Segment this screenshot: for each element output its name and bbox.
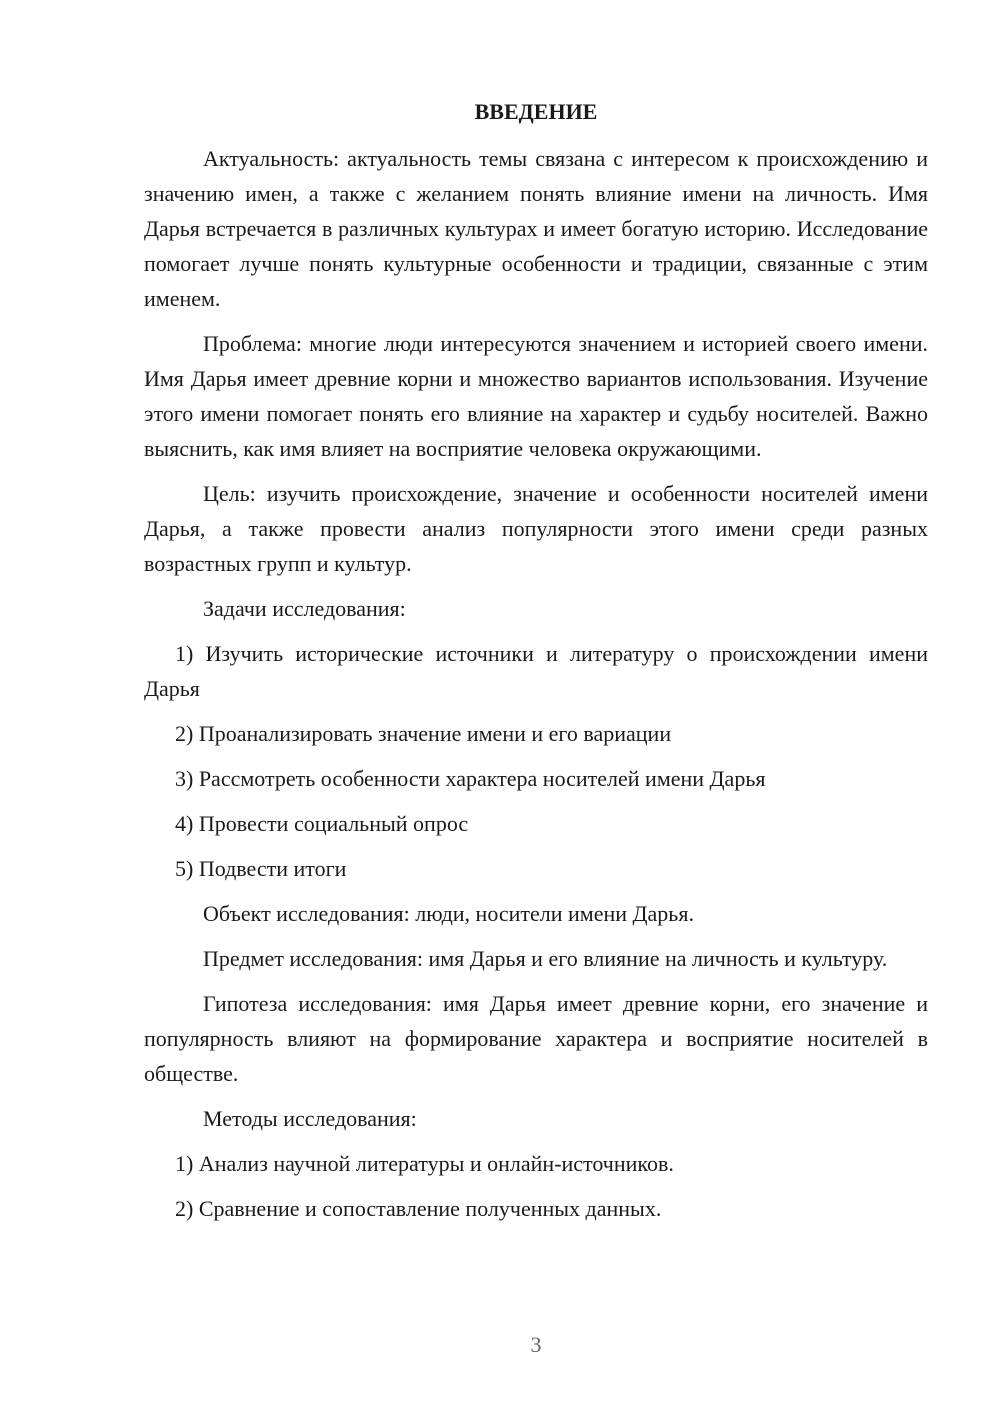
subject-paragraph: Предмет исследования: имя Дарья и его влияние на личность и культуру. bbox=[203, 946, 888, 971]
section-heading: ВВЕДЕНИЕ bbox=[474, 99, 598, 124]
method-item-2: 2) Сравнение и сопоставление полученных данных. bbox=[175, 1196, 662, 1221]
method-item-1: 1) Анализ научной литературы и онлайн-источников. bbox=[175, 1151, 674, 1176]
methods-title: Методы исследования: bbox=[203, 1106, 417, 1131]
tasks-title: Задачи исследования: bbox=[203, 596, 406, 621]
task-item-5: 5) Подвести итоги bbox=[175, 856, 347, 881]
page-number: 3 bbox=[530, 1332, 542, 1357]
object-paragraph: Объект исследования: люди, носители имени Дарья. bbox=[203, 901, 694, 926]
hypothesis-paragraph: Гипотеза исследования: имя Дарья имеет древние корни, его значение и популярность влияют на формирование характера и восприятие носителей в обществе. bbox=[144, 991, 928, 1086]
task-item-1: 1) Изучить исторические источники и литературу о происхождении имени Дарья bbox=[144, 641, 928, 701]
task-item-2: 2) Проанализировать значение имени и его вариации bbox=[175, 721, 672, 746]
problem-paragraph: Проблема: многие люди интересуются значением и историей своего имени. Имя Дарья имеет древние корни и множество вариантов использования. Изучение этого имени помогает понять его влияние на характер и судьбу носителей. Важно выяснить, как имя влияет на восприятие человека окружающими. bbox=[144, 331, 928, 461]
task-item-3: 3) Рассмотреть особенности характера носителей имени Дарья bbox=[175, 766, 766, 791]
task-item-4: 4) Провести социальный опрос bbox=[175, 811, 469, 836]
relevance-paragraph: Актуальность: актуальность темы связана с интересом к происхождению и значению имен, а также с желанием понять влияние имени на личность. Имя Дарья встречается в различных культурах и имеет богатую историю. Исследование помогает лучше понять культурные особенности и традиции, связанные с этим именем. bbox=[144, 146, 928, 311]
goal-paragraph: Цель: изучить происхождение, значение и особенности носителей имени Дарья, а также провести анализ популярности этого имени среди разных возрастных групп и культур. bbox=[144, 481, 928, 576]
page-content bbox=[144, 94, 928, 1236]
